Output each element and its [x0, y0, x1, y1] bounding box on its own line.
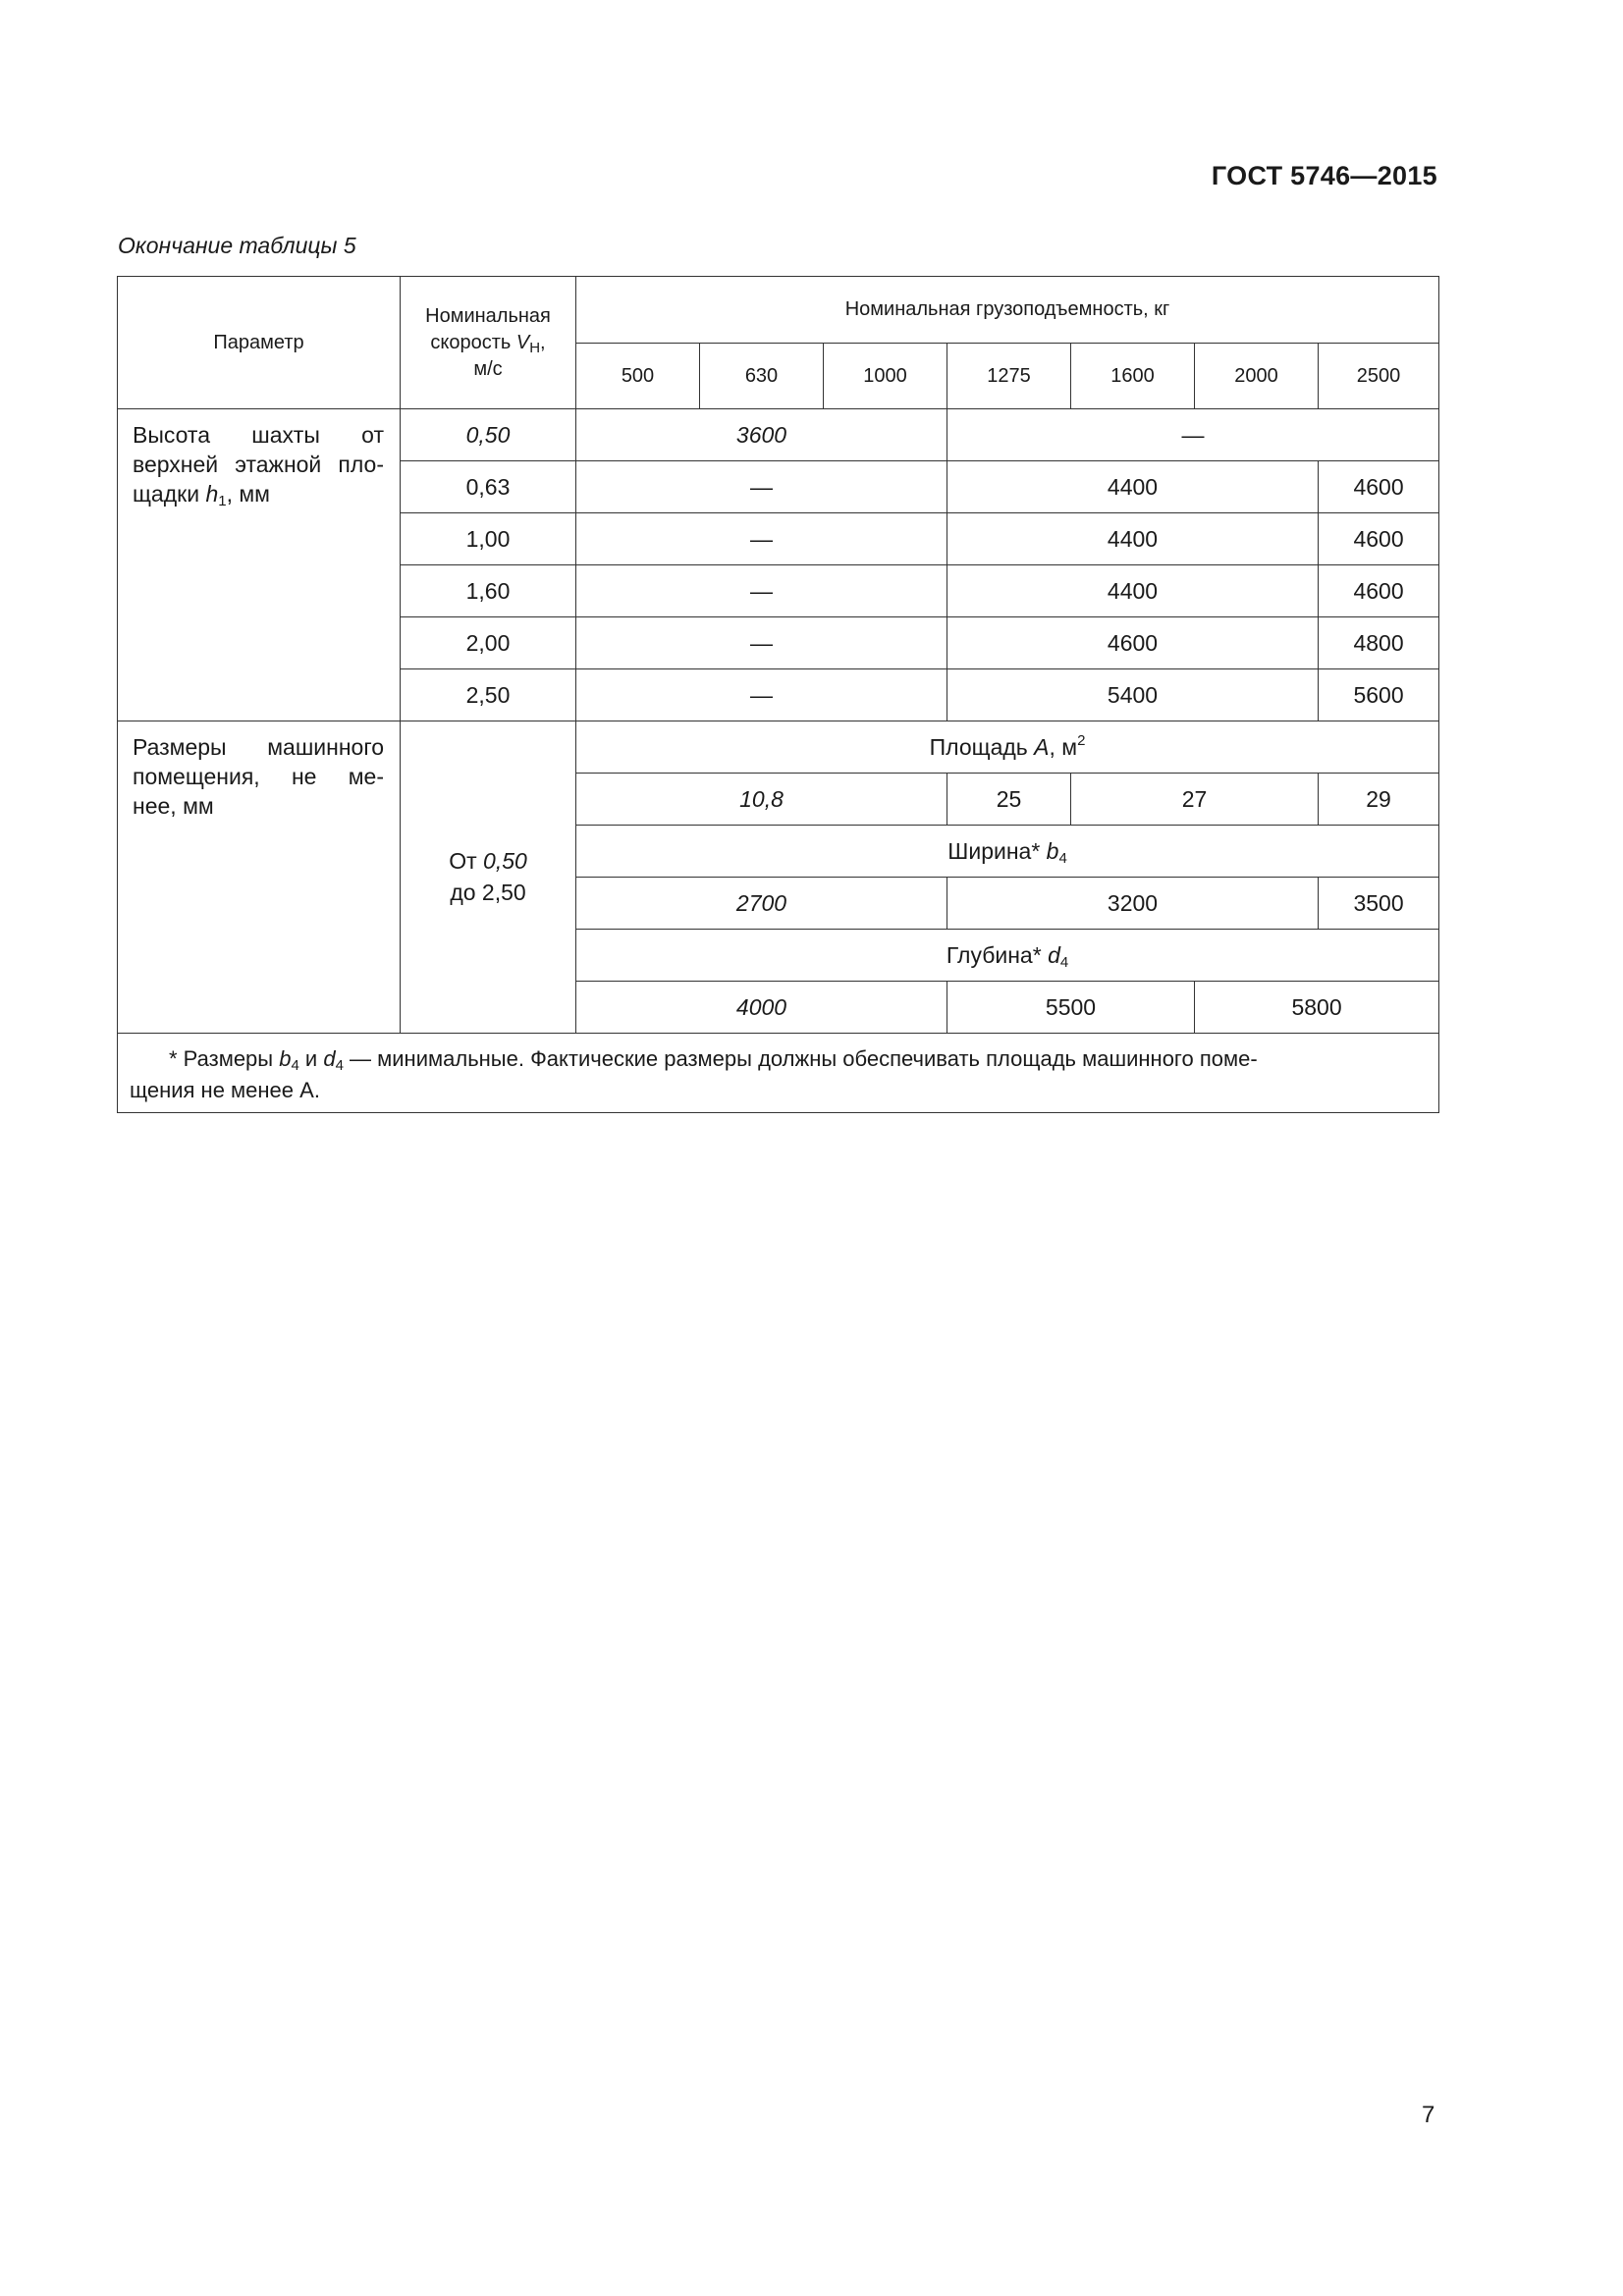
- capacity-500: 500: [576, 344, 700, 409]
- shaft-value: 4400: [947, 513, 1319, 565]
- table-row: [118, 409, 1439, 461]
- shaft-value: 3600: [576, 409, 947, 461]
- capacity-630: 630: [700, 344, 824, 409]
- spec-table: [117, 276, 1439, 1113]
- width-value: 3200: [947, 878, 1319, 930]
- shaft-value: —: [576, 617, 947, 669]
- shaft-value: —: [576, 461, 947, 513]
- shaft-value: —: [576, 669, 947, 721]
- width-value: 3500: [1319, 878, 1439, 930]
- speed-value: 1,00: [401, 513, 576, 565]
- shaft-value: 4600: [1319, 565, 1439, 617]
- area-value: 27: [1071, 774, 1319, 826]
- capacity-1275: 1275: [947, 344, 1071, 409]
- shaft-value: 4600: [947, 617, 1319, 669]
- shaft-value: —: [576, 565, 947, 617]
- header-capacity: Номинальная грузоподъемность, кг: [576, 277, 1439, 344]
- table-row: [118, 721, 1439, 774]
- table-footnote: * Размеры $b_4$ и $d_4$ — минимальные. Фактические размеры должны обеспечивать площадь машинного поме- щения не менее А.: [118, 1034, 1439, 1113]
- shaft-value: —: [947, 409, 1439, 461]
- shaft-value: 5400: [947, 669, 1319, 721]
- speed-value: 2,00: [401, 617, 576, 669]
- capacity-1000: 1000: [824, 344, 947, 409]
- capacity-2000: 2000: [1195, 344, 1319, 409]
- standard-number: ГОСТ 5746—2015: [1211, 161, 1437, 190]
- shaft-value: 5600: [1319, 669, 1439, 721]
- speed-value: 2,50: [401, 669, 576, 721]
- machine-room-speed: От 0,50 до 2,50: [401, 721, 576, 1034]
- area-value: 25: [947, 774, 1071, 826]
- machine-room-label: Размеры машинного помещения, не ме- нее, мм: [118, 721, 401, 1034]
- shaft-value: 4400: [947, 461, 1319, 513]
- shaft-value: —: [576, 513, 947, 565]
- table-caption: Окончание таблицы 5: [118, 233, 356, 258]
- shaft-value: 4400: [947, 565, 1319, 617]
- depth-value: 4000: [576, 982, 947, 1034]
- depth-value: 5800: [1195, 982, 1439, 1034]
- width-value: 2700: [576, 878, 947, 930]
- capacity-2500: 2500: [1319, 344, 1439, 409]
- area-value: 29: [1319, 774, 1439, 826]
- speed-value: 1,60: [401, 565, 576, 617]
- speed-value: 0,50: [401, 409, 576, 461]
- area-value: 10,8: [576, 774, 947, 826]
- depth-value: 5500: [947, 982, 1195, 1034]
- header-speed: Номинальная скорость $V_Н$, м/с: [401, 277, 576, 409]
- depth-title: Глубина* $d_4$: [576, 930, 1439, 982]
- capacity-1600: 1600: [1071, 344, 1195, 409]
- shaft-height-label: Высота шахты от верхней этажной пло- щадки $h_1$, мм: [118, 409, 401, 721]
- header-parameter: Параметр: [118, 277, 401, 409]
- speed-value: 0,63: [401, 461, 576, 513]
- shaft-value: 4800: [1319, 617, 1439, 669]
- page-number: 7: [1422, 2102, 1435, 2128]
- shaft-value: 4600: [1319, 513, 1439, 565]
- shaft-value: 4600: [1319, 461, 1439, 513]
- width-title: Ширина* $b_4$: [576, 826, 1439, 878]
- area-title: Площадь A, $м^2$: [576, 721, 1439, 774]
